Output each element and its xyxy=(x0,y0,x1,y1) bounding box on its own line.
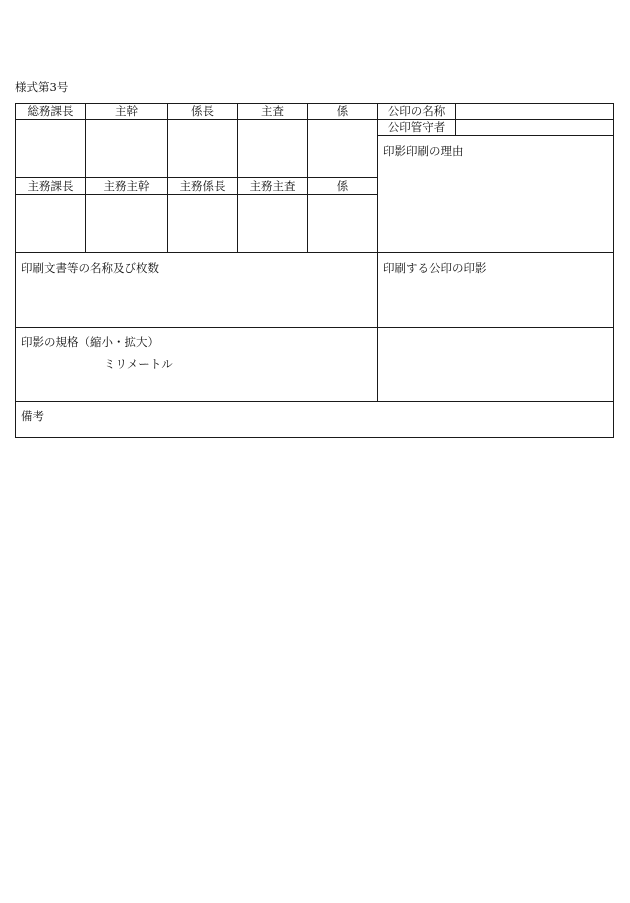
seal-name-label: 公印の名称 xyxy=(387,104,446,118)
rule-custodian xyxy=(377,135,614,136)
impression-size-label: 印影の規格（縮小・拡大） xyxy=(21,335,159,349)
approval-header-chief-officer: 主幹 xyxy=(115,104,138,118)
seal-print-request-form xyxy=(15,103,614,438)
rule-lower-header-top xyxy=(15,177,377,178)
border-right xyxy=(613,103,614,438)
seal-name-field[interactable] xyxy=(460,104,610,118)
stamp-box-chief-officer[interactable] xyxy=(86,120,167,177)
stamp-box-responsible-chief-officer[interactable] xyxy=(86,195,167,252)
remarks-field[interactable] xyxy=(55,403,610,435)
impression-size-field[interactable] xyxy=(21,354,101,370)
print-reason-label: 印影印刷の理由 xyxy=(383,144,464,158)
rule-seal-label-divider xyxy=(455,103,456,135)
stamp-box-inspector[interactable] xyxy=(238,120,307,177)
stamp-box-general-affairs-chief[interactable] xyxy=(16,120,85,177)
seal-custodian-label: 公印管守者 xyxy=(387,120,446,134)
approval-header-section-chief: 係長 xyxy=(191,104,214,118)
seal-impression-label: 印刷する公印の印影 xyxy=(383,261,487,275)
impression-size-unit: ミリメートル xyxy=(104,357,173,371)
document-name-count-field[interactable] xyxy=(16,277,377,327)
approval-header-responsible-section-chief: 主務係長 xyxy=(179,179,226,193)
rule-size-bottom xyxy=(15,401,614,402)
remarks-label: 備考 xyxy=(21,409,44,423)
rule-approval-bottom xyxy=(15,252,614,253)
approval-header-general-affairs-chief: 総務課長 xyxy=(27,104,74,118)
seal-impression-area[interactable] xyxy=(378,277,613,327)
stamp-box-staff[interactable] xyxy=(308,120,377,177)
stamp-box-responsible-division-chief[interactable] xyxy=(16,195,85,252)
form-number: 様式第3号 xyxy=(15,80,69,94)
impression-size-blank-cell xyxy=(378,328,613,401)
document-name-count-label: 印刷文書等の名称及び枚数 xyxy=(21,261,159,275)
approval-header-responsible-chief-officer: 主務主幹 xyxy=(103,179,150,193)
stamp-box-section-chief[interactable] xyxy=(168,120,237,177)
stamp-box-responsible-inspector[interactable] xyxy=(238,195,307,252)
approval-header-inspector: 主査 xyxy=(261,104,284,118)
border-bottom xyxy=(15,437,614,438)
stamp-box-responsible-section-chief[interactable] xyxy=(168,195,237,252)
approval-header-responsible-inspector: 主務主査 xyxy=(249,179,296,193)
print-reason-field[interactable] xyxy=(378,161,613,251)
approval-header-staff: 係 xyxy=(336,104,349,118)
stamp-box-responsible-staff[interactable] xyxy=(308,195,377,252)
approval-header-responsible-staff: 係 xyxy=(336,179,349,193)
approval-header-responsible-division-chief: 主務課長 xyxy=(27,179,74,193)
seal-custodian-field[interactable] xyxy=(460,120,610,134)
